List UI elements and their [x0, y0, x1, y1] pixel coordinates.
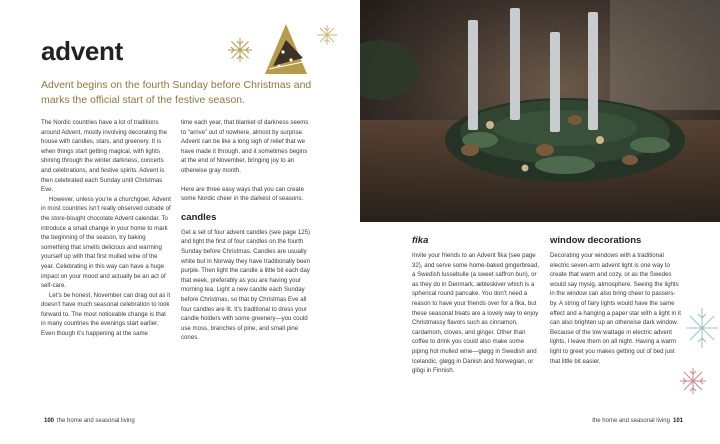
candles-heading: candles [181, 211, 217, 223]
snowflake-icon [316, 24, 338, 46]
text-column-1 [41, 118, 171, 339]
text-column-3 [412, 234, 540, 376]
snowflake-icon [678, 366, 708, 396]
paragraph: Let’s be honest, November can drag out as it doesn’t have much seasonal celebration to look forward to. The most noticeable change is that in many countries the evenings start earlier. Even though it’s happening at the same [41, 291, 171, 338]
paragraph: The Nordic countries have a lot of traditions around Advent, mostly involving decorating the house with candles, stars, and greenery. It is when things start getting magical, with lights shining through the winter darkness, concerts and celebrations, and festive spirits. Advent is then celebrated each Sunday until Christmas Eve. [41, 119, 168, 194]
text-column-2 [181, 118, 311, 343]
page-number: 100 [44, 418, 55, 424]
intro-paragraph: Advent begins on the fourth Sunday before Christmas and marks the official start of the festive season. [41, 79, 312, 106]
snowflake-icon [226, 36, 254, 64]
paragraph: time each year, that blanket of darkness seems to “arrive” out of nowhere, almost by surprise. Advent can be like a long sigh of relief that we have made it through, and it sometimes begins at the end of November, bringing joy to an otherwise gray month. [181, 119, 309, 174]
window-decorations-heading: window decorations [550, 235, 642, 246]
page-title: advent [41, 36, 124, 66]
folio-right [592, 418, 686, 424]
paragraph: However, unless you’re a churchgoer, Advent in most countries isn’t really observed outside of the store-bought chocolate Advent calendar. To introduce a small change in your home to mark the beginning of the season, try baking something that smells delicious and warming yourself up with that first mulled wine of the year. Celebrating in this way can have a huge impact on your mood and actually be an act of self-care. [41, 195, 171, 290]
page-number: 101 [672, 418, 683, 424]
paragraph: Here are three easy ways that you can create some Nordic cheer in the darkest of seasons. [181, 185, 304, 203]
paragraph: Invite your friends to an Advent fika (see page 32), and serve some home-baked gingerbread, a Swedish lussebulle (a sweet saffron bun), or as they do in Denmark, æbleskiver which is a spherical round pancake. You don’t need a reason to have your friends over for a fika, but these seasonal treats are a lovely way to enjoy Christmassy flavors such as cinnamon, cardamom, cloves, and ginger. Other than coffee to drink you could also make some piping hot mulled wine—gløgg in Swedish and Icelandic, gløgg in Danish and Norwegian, or glögi in Finnish. [412, 252, 540, 375]
advent-wreath-photo [360, 0, 720, 222]
paragraph: Get a set of four advent candles (see page 125) and light the first of four candles on the fourth Sunday before Christmas. Candles are usually white but in Norway they have traditionally been purple. Then light the candle a little bit each day that week, preferably as you are having your morning tea. Light a new candle each Sunday before Christmas, so that by Christmas Eve all four candles are lit. It’s traditional to dress your candle holders with some greenery—you could use moss, branches of pine, and small pine cones. [181, 228, 311, 342]
right-page [360, 0, 720, 444]
paragraph: Decorating your windows with a traditional electric seven-arm advent light is one way to create that warm and cozy, or as the Swedes would say mysig, atmosphere. Seeing the lights in the window can also bring cheer to passers-by. A string of fairy lights would have the same effect and a hanging a paper star with a light in it can also brighten up an otherwise dark window. Because of the low wattage in electric advent lights, I leave them on all night. Having a warm light to greet you makes getting out of bed just that little bit easier. [550, 252, 681, 365]
snowflake-icon [684, 306, 720, 350]
christmas-tree-icon [263, 22, 309, 78]
running-footer: the home and seasonal living [57, 418, 135, 424]
folio-left [41, 418, 135, 424]
running-footer: the home and seasonal living [592, 418, 670, 424]
text-column-4 [550, 234, 682, 366]
fika-heading: fika [412, 235, 429, 246]
